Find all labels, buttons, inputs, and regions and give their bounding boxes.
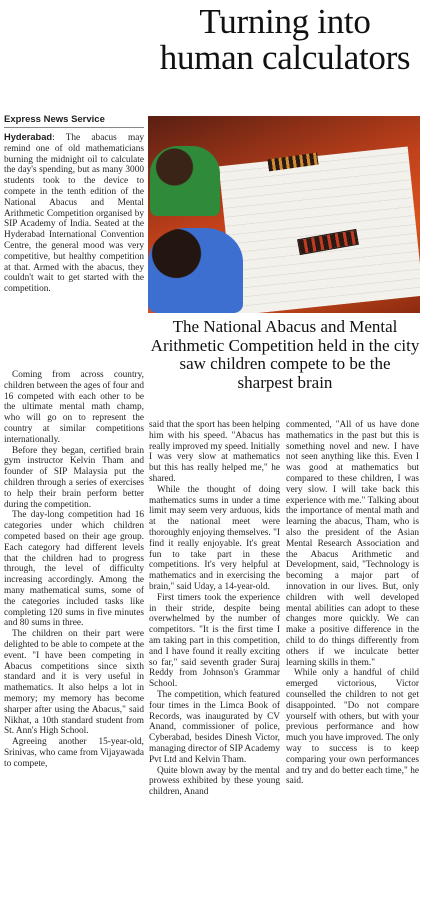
paragraph: While the thought of doing mathematics sums in under a time limit may seem very arduous, kids at the national meet were thoroughly enjoying themselves. "I find it really enjoyable. It's great fun to take part in these competitions. It's very helpful at mathematics and in exercising the brain," said Uday, a 14-year-old. [149,484,280,592]
byline: Express News Service [4,114,105,125]
paragraph: While only a handful of child emerged victorious, Victor counselled the children to not get disappointed. "Do not compare yourself with others, but with your previous performance and how much you have improved. The only way to success is to keep comparing your own performances and try and do better each time," he said. [286,668,419,787]
child-figure [150,146,220,216]
paragraph: said that the sport has been helping him with his speed. "Abacus has really improved my speed. Initially I was very slow at mathematics but this has really helped me," he shared. [149,420,280,484]
paragraph: Before they began, certified brain gym instructor Kelvin Tham and founder of SIP Malaysia put the children through a series of exercises to help their brain perform better during the competition. [4,445,144,510]
article-photo [148,116,420,313]
paragraph: The day-long competition had 16 categories under which children competed based on their age group. Each category had different levels that the children had to progress through, the level of difficulty increasing accordingly. Among the many mathematical sums, some of the categories included tasks like completing 120 sums in five minutes and 80 sums in three. [4,510,144,629]
paragraph [4,132,144,295]
paragraph-text: : The abacus may remind one of old mathematicians burning the midnight oil to calculate the day's spending, but as many 3000 students took to the device to compete in the tenth edition of the National Abacus and Mental Arithmetic Competition organised by SIP Academy of India. Seated at the Hyderabad International Convention Centre, the general mood was very competitive, but healthy competition at that. Armed with the abacus, they couldn't wait to get started with the competition. [4,133,144,295]
headline-line-2: human calculators [159,38,411,77]
paragraph: Agreeing another 15-year-old, Srinivas, who came from Vijayawada to compete, [4,737,144,769]
paragraph: commented, "All of us have done mathematics in the past but this is something novel and new. I have not seen anything like this. Even I was good at mathematics but compared to these children, I was very slow. I will take back this experience with me." Talking about the importance of mental math and learning the abacus, Tham, who is also the president of the Asian Mental Research Association and the Abacus Arithmetic and Development, said, "Technology is becoming a major part of innovation in our lives. But, only children with well developed mental abilities can adopt to these changes more quickly. We can make a positive difference in the child to do things differently from others if we inculcate better learning skills in them." [286,420,419,668]
headline [150,4,420,76]
subheadline: The National Abacus and Mental Arithmetic Competition held in the city saw children compete to be the sharpest brain [150,317,420,392]
paragraph: Quite blown away by the mental prowess exhibited by these young children, Anand [149,765,280,798]
paragraph: First timers took the experience in their stride, despite being overwhelmed by the number of competitors. "It is the first time I am taking part in this competition, and I have found it really exciting so far," said seventh grader Suraj Reddy from Johnson's Grammar School. [149,592,280,690]
column-1-top [4,132,144,295]
headline-line-1: Turning into [199,2,371,41]
byline-rule [4,127,144,128]
column-2 [149,420,280,798]
column-3 [286,420,419,787]
worksheet-paper [219,146,420,313]
child-figure [148,228,243,313]
column-1-bottom [4,370,144,769]
dateline: Hyderabad [4,132,53,142]
paragraph: Coming from across country, children between the ages of four and 16 competed with each other to be the ultimate mental math champ, who will go on to represent the country at similar competitions internationally. [4,370,144,445]
paragraph: The children on their part were delighted to be able to compete at the event. "I have been competing in Abacus competitions since sixth standard and it is very useful in mathematics. It also helps a lot in memory; my memory has become sharper after using the Abacus," said Nikhat, a 10th standard student from St. Ann's High School. [4,629,144,737]
paragraph: The competition, which featured four times in the Limca Book of Records, was inaugurated by CV Anand, commissioner of police, Cyberabad, besides Dinesh Victor, managing director of SIP Academy Pvt Ltd and Kelvin Tham. [149,689,280,765]
